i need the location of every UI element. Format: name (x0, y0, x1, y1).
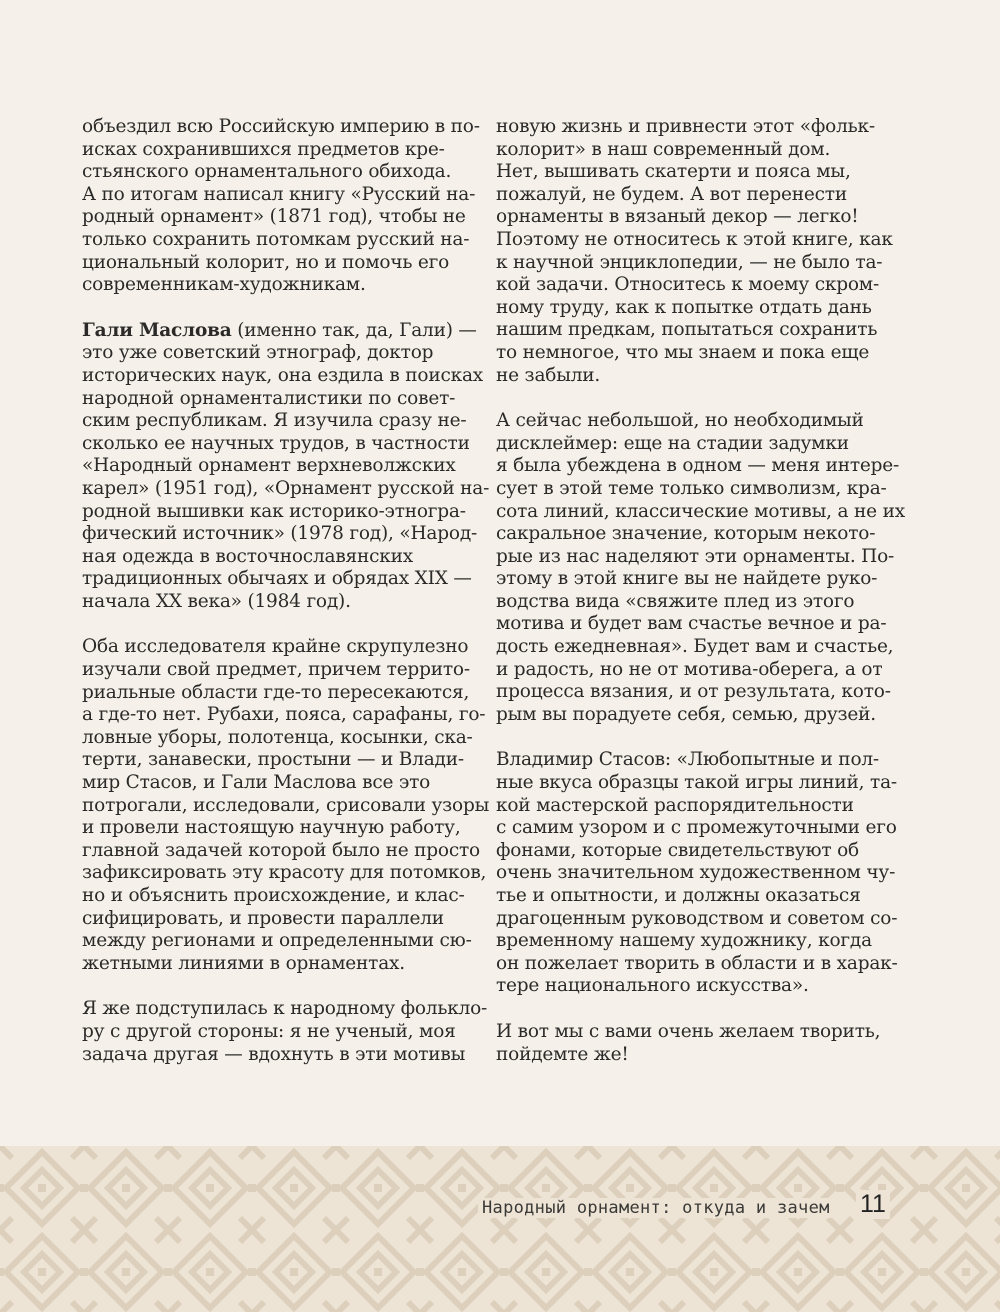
text-line: И вот мы с вами очень желаем творить, (496, 1020, 881, 1042)
text-line: водства вида «свяжите плед из этого (496, 590, 855, 612)
text-line: орнаменты в вязаный декор — легко! (496, 206, 859, 228)
text-line: фонами, которые свидетельствуют об (496, 839, 859, 861)
paragraph (496, 1021, 888, 1066)
text-line: жетными линиями в орнаментах. (82, 952, 405, 974)
paragraph (82, 116, 480, 297)
text-line: главной задачей которой было не просто (82, 839, 480, 861)
text-line: объездил всю Российскую империю в по- (82, 116, 480, 137)
text-line: ру с другой стороны: я не ученый, моя (82, 1020, 456, 1042)
text-line: родной вышивки как историко-этногра- (82, 500, 466, 522)
paragraph (82, 636, 490, 975)
text-line: он пожелает творить в области и в харак- (496, 952, 898, 974)
text-line: колорит» в наш современный дом. (496, 138, 831, 160)
text-line: мир Стасов, и Гали Маслова все это (82, 772, 431, 794)
right-column (496, 116, 905, 1089)
text-line: к научной энциклопедии, — не было та- (496, 251, 883, 273)
page-number: 11 (856, 1190, 890, 1219)
text-line: Поэтому не относитесь к этой книге, как (496, 228, 893, 250)
text-line: новую жизнь и привнести этот «фольк- (496, 116, 875, 137)
text-line: пойдемте же! (496, 1043, 629, 1065)
text-line: пожалуй, не будем. А вот перенести (496, 183, 847, 205)
text-line: а где-то нет. Рубахи, пояса, сарафаны, го- (82, 704, 486, 726)
text-line: то немногое, что мы знаем и пока еще (496, 341, 870, 363)
text-line: начала XX века» (1984 год). (82, 590, 351, 612)
text-line: тье и опытности, и должны оказаться (496, 885, 861, 906)
text-line: Оба исследователя крайне скрупулезно (82, 636, 469, 658)
text-line: только сохранить потомкам русский на- (82, 228, 470, 250)
text-line: народной орнаменталистики по совет- (82, 387, 456, 409)
text-line: Нет, вышивать скатерти и пояса мы, (496, 161, 851, 183)
text-line: дисклеймер: еще на стадии задумки (496, 432, 849, 454)
text-line: этому в этой книге вы не найдете руко- (496, 568, 878, 590)
text-line: потрогали, исследовали, срисовали узоры (82, 794, 490, 816)
text-line: ному труду, как к попытке отдать дань (496, 296, 872, 318)
text-line: мотива и будет вам счастье вечное и ра- (496, 613, 887, 635)
text-fragment: (именно так, да, Гали) — (231, 319, 477, 341)
text-line: фический источник» (1978 год), «Народ- (82, 523, 478, 545)
text-line: между регионами и определенными сю- (82, 930, 472, 952)
text-line: с самим узором и с промежуточными его (496, 817, 897, 839)
running-footer-title: Народный орнамент: откуда и зачем (478, 1198, 834, 1218)
text-line: тере национального искусства». (496, 975, 809, 997)
text-line: нашим предкам, попытаться сохранить (496, 319, 878, 341)
text-line: исторических наук, она ездила в поисках (82, 364, 484, 386)
text-line: современникам-художникам. (82, 274, 366, 296)
text-line: процесса вязания, и от результата, кото- (496, 681, 891, 703)
text-line: Я же подступилась к народному фолькло- (82, 998, 488, 1020)
text-line: сифицировать, и провести параллели (82, 907, 444, 929)
text-line: и радость, но не от мотива-оберега, а от (496, 658, 883, 680)
text-line: ловные уборы, полотенца, косынки, ска- (82, 726, 473, 748)
text-line: сота линий, классические мотивы, а не их (496, 500, 905, 522)
text-line: кой задачи. Относитесь к моему скром- (496, 274, 880, 296)
text-line: сакральное значение, которым некото- (496, 523, 876, 545)
text-line: риальные области где-то пересекаются, (82, 681, 470, 703)
text-line: традиционных обычаях и обрядах XIX — (82, 568, 472, 590)
text-line: А сейчас небольшой, но необходимый (496, 410, 864, 432)
text-line: и провели настоящую научную работу, (82, 817, 461, 839)
text-line (82, 319, 477, 343)
author-name-bold: Гали Маслова (82, 319, 232, 341)
text-line: зафиксировать эту красоту для потомков, (82, 862, 487, 884)
paragraph (496, 410, 905, 726)
ornament-band (0, 1146, 1000, 1312)
text-line: дость ежедневная». Будет вам и счастье, (496, 636, 894, 658)
text-line: ные вкуса образцы такой игры линий, та- (496, 772, 897, 794)
text-line: не забыли. (496, 364, 601, 386)
text-line: стьянского орнаментального обихода. (82, 161, 452, 183)
folk-ornament-pattern (0, 1146, 1000, 1312)
text-line: Владимир Стасов: «Любопытные и пол- (496, 749, 879, 771)
paragraph (496, 116, 893, 387)
text-line: задача другая — вдохнуть в эти мотивы (82, 1043, 466, 1065)
text-line: сколько ее научных трудов, в частности (82, 432, 470, 454)
text-line: родный орнамент» (1871 год), чтобы не (82, 206, 466, 228)
text-line: ная одежда в восточнославянских (82, 545, 414, 567)
text-line: ским республикам. Я изучила сразу не- (82, 410, 467, 432)
paragraph (82, 998, 488, 1066)
text-line: А по итогам написал книгу «Русский на- (82, 183, 476, 205)
text-line: драгоценным руководством и советом со- (496, 907, 898, 929)
text-line: но и объяснить происхождение, и клас- (82, 885, 465, 906)
text-line: я была убеждена в одном — меня интере- (496, 455, 900, 477)
left-column (82, 116, 490, 1089)
text-line: «Народный орнамент верхневолжских (82, 455, 456, 477)
paragraph (82, 319, 490, 614)
text-line: терти, занавески, простыни — и Влади- (82, 749, 464, 771)
text-line: рым вы порадуете себя, семью, друзей. (496, 703, 876, 725)
text-line: изучали свой предмет, причем террито- (82, 659, 470, 681)
text-line: кой мастерской распорядительности (496, 794, 854, 816)
text-line: это уже советский этнограф, доктор (82, 342, 434, 364)
text-line: карел» (1951 год), «Орнамент русской на- (82, 477, 490, 499)
text-line: исках сохранившихся предметов кре- (82, 138, 445, 160)
text-line: временному нашему художнику, когда (496, 930, 872, 952)
paragraph (496, 749, 898, 998)
text-line: сует в этой теме только символизм, кра- (496, 477, 887, 499)
text-line: рые из нас наделяют эти орнаменты. По- (496, 545, 895, 567)
text-line: очень значительном художественном чу- (496, 862, 896, 884)
text-line: циональный колорит, но и помочь его (82, 251, 450, 273)
